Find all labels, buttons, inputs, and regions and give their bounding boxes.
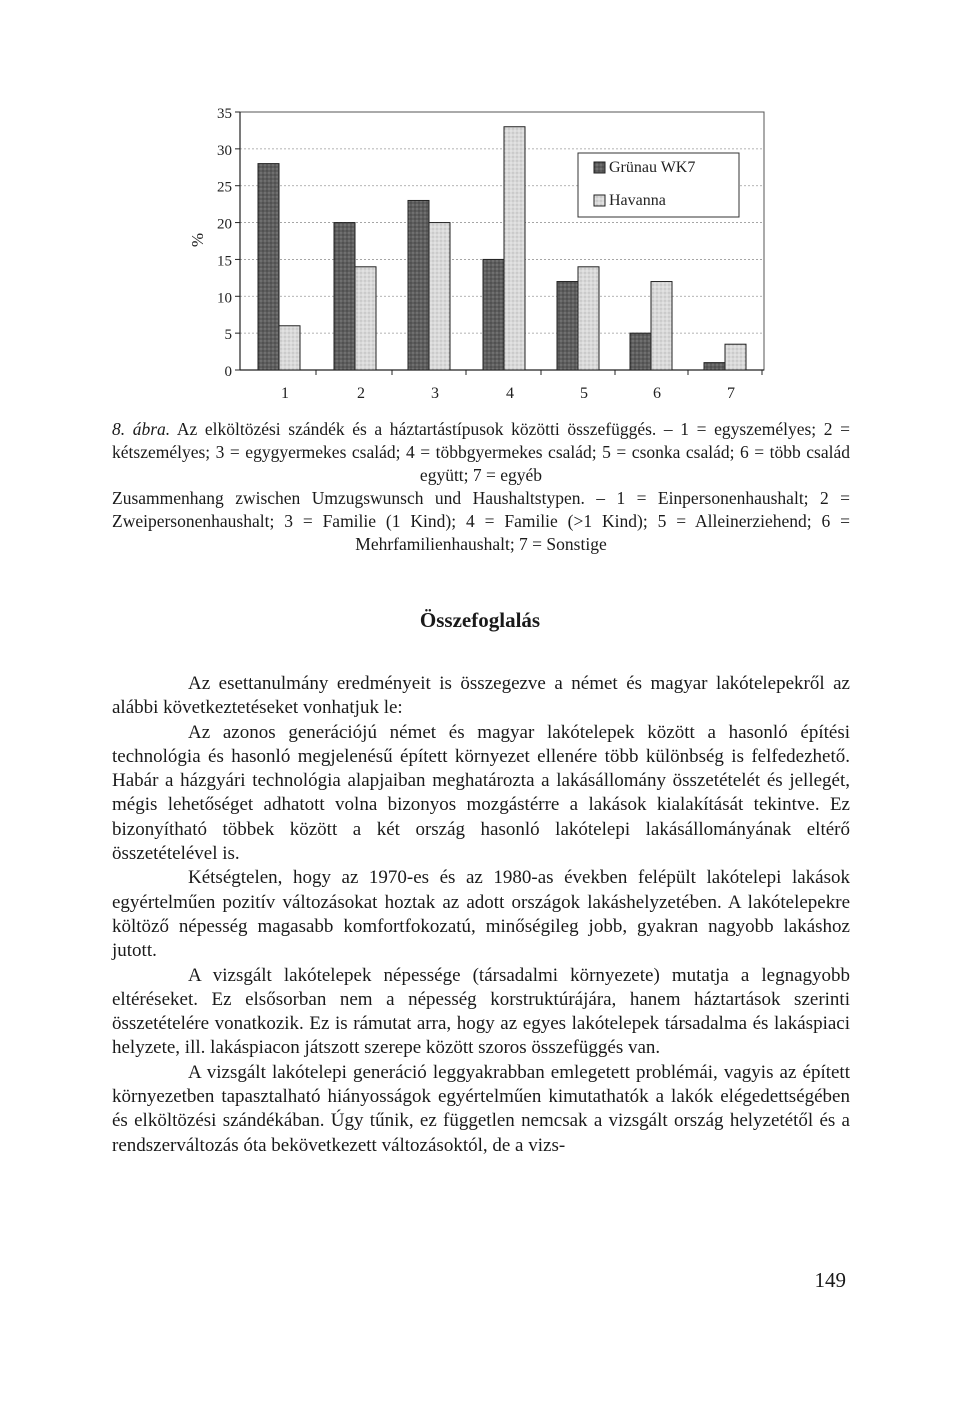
legend-swatch-grunau — [594, 162, 605, 173]
bar-havanna-4 — [504, 127, 525, 370]
x-tick-label: 3 — [431, 385, 439, 402]
y-tick-label: 0 — [224, 364, 232, 380]
paragraph: Az esettanulmány eredményeit is összegezve a német és magyar lakótelepekről az alábbi következtetéseket vonhatjuk le: — [112, 673, 850, 719]
bar-grunau-5 — [557, 282, 578, 370]
bar-havanna-5 — [578, 267, 599, 370]
bar-havanna-1 — [279, 326, 300, 370]
paragraph: A vizsgált lakótelepi generáció leggyakrabban emlegetett problémái, vagyis az épített környezetben tapasztalható hiányosságok egyértelműen kimutathatók a lakók elégedettségében és elköltözési szándékában. Úgy tűnik, ez független nemcsak a vizsgált ország helyzetétől és a rendszerváltozás óta bekövetkezett változásoktól, de a vizs- — [112, 1061, 850, 1156]
bar-chart — [0, 0, 960, 410]
legend-label-havanna: Havanna — [609, 192, 666, 209]
y-tick-label: 35 — [217, 106, 232, 122]
bar-havanna-2 — [355, 267, 376, 370]
x-tick-label: 6 — [653, 385, 661, 402]
bar-grunau-2 — [334, 223, 355, 370]
y-tick-label: 25 — [217, 179, 232, 196]
y-tick-label: 5 — [224, 327, 232, 344]
figure-caption-text: Az elköltözési szándék és a háztartástípusok közötti összefüggés. – 1 = egyszemélyes; 2 = kétszemélyes; 3 = egygyermekes család; 4 = többgyermekes család; 5 = csonka család; 6 = több család együtt; 7 = egyéb — [112, 419, 850, 485]
paragraph: Kétségtelen, hogy az 1970-es és az 1980-as években felépült lakótelepi lakások egyértelműen pozitív változásokat hoztak az adott országok lakáshelyzetében. A lakótelepekre költöző népesség magasabb komfortfokozatú, minőségileg jobb, gyakran nagyobb lakáshoz jutott. — [112, 867, 850, 962]
legend-label-grunau: Grünau WK7 — [609, 159, 696, 176]
y-tick-label: 20 — [217, 216, 232, 233]
bar-grunau-7 — [704, 363, 725, 370]
figure-label: 8. ábra. — [112, 419, 171, 439]
bar-grunau-6 — [630, 333, 651, 370]
x-tick-label: 2 — [357, 385, 365, 402]
y-tick-label: 10 — [217, 290, 232, 307]
bar-grunau-3 — [408, 200, 429, 370]
bar-grunau-1 — [258, 164, 279, 370]
figure-caption-hu — [112, 418, 850, 487]
x-tick-label: 4 — [506, 385, 514, 402]
section-heading: Összefoglalás — [419, 608, 541, 632]
paragraph: Az azonos generációjú német és magyar lakótelepek között a hasonló építési technológia és hasonló megjelenésű épített környezet ellenére több különbség is felfedezhető. Habár a házgyári technológia alapjaiban meghatározta a lakásállomány összetételét és jellegét, mégis lehetőséget adhatott volna bizonyos mozgástérre a lakások kialakítását tekintve. Ez bizonyítható többek között a két ország hasonló lakótelepi lakásállományának eltérő összetételével is. — [112, 721, 850, 865]
y-axis-label: % — [188, 232, 207, 248]
bar-havanna-6 — [651, 282, 672, 370]
y-tick-label: 15 — [217, 253, 232, 270]
paragraph: A vizsgált lakótelepek népessége (társadalmi környezete) mutatja a legnagyobb eltéréseket. Ez elsősorban nem a népesség korstruktúrájára, hanem háztartások szerinti összetételére vonatkozik. Ez is rámutat arra, hogy az egyes lakótelepek társadalma és lakáspiaci helyzete, ill. lakáspiacon játszott szerepe között szoros összefüggés van. — [112, 964, 850, 1059]
figure-caption-de: Zusammenhang zwischen Umzugswunsch und Haushaltstypen. – 1 = Einpersonenhaushalt; 2 = Zweipersonenhaushalt; 3 = Familie (1 Kind); 4 = Familie (>1 Kind); 5 = Alleinerziehend; 6 = Mehrfamilienhaushalt; 7 = Sonstige — [112, 488, 850, 554]
page-number: 149 — [814, 1268, 846, 1292]
legend — [578, 153, 739, 217]
x-tick-label: 7 — [727, 385, 735, 402]
y-tick-label: 30 — [217, 142, 232, 159]
bar-havanna-7 — [725, 344, 746, 370]
bar-grunau-4 — [483, 259, 504, 370]
x-tick-label: 1 — [281, 385, 289, 402]
body-text — [112, 672, 850, 1158]
legend-swatch-havanna — [594, 195, 605, 206]
x-tick-label: 5 — [580, 385, 588, 402]
bar-havanna-3 — [429, 223, 450, 370]
